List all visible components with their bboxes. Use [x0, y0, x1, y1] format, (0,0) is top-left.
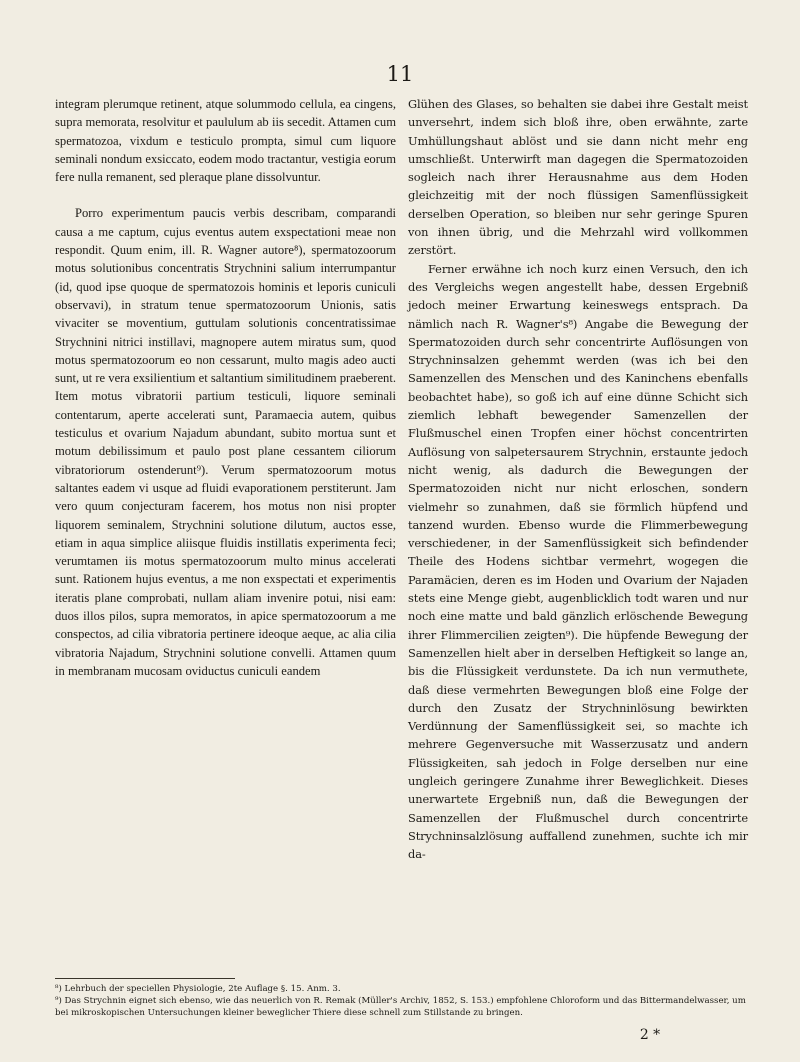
page-number: 11 — [386, 62, 414, 86]
german-column — [408, 95, 748, 863]
latin-column — [55, 95, 396, 680]
footnotes — [55, 983, 748, 1020]
latin-paragraph-1: integram plerumque retinent, atque solummodo cellula, ea cingens, supra memorata, resolvitur et paululum ab iis secedit. Attamen cum spermatozoa, vixdum e testiculo prompta, simul cum liquore seminali nondum exsiccato, eodem modo tractantur, vestigia eorum fere nulla remanent, sed pleraque plane dissolvuntur. — [55, 97, 396, 185]
footnote-9: ⁹) Das Strychnin eignet sich ebenso, wie das neuerlich von R. Remak (Müller's Archiv, 1852, S. 153.) empfohlene Chloroform und das Bittermandelwasser, um bei mikroskopischen Untersuchungen kleiner beweglicher Thiere diese schnell zum Stillstande zu bringen. — [55, 996, 746, 1019]
footnote-divider — [55, 978, 235, 979]
latin-paragraph-2: Porro experimentum paucis verbis describam, comparandi causa a me captum, cujus eventus autem exspectationi meae non respondit. Quum enim, ill. R. Wagner autore⁸), spermatozoorum motus solutionibus concentratis Strychnini salium interrumpantur (id, quod ipse quoque de spermatozois hominis et leporis cuniculi observavi), in stratum tenue spermatozoorum Unionis, satis vivaciter se moventium, guttulam solutionis concentratissimae Strychnini nitrici instillavi, magnopere autem miratus sum, quod motus spermatozoorum eo non cessarunt, multo magis adeo aucti sunt, ut re vera exsilientium et saltantium similitudinem praeberent. Item motus vibratorii partium testiculi, liquore seminali contentarum, aperte accelerati sunt, Paramaecia autem, quibus testiculus et ovarium Najadum abundant, subito mortua sunt et motum debilissimum et paulo post plane cessantem ciliorum vibratoriorum ostenderunt⁹). Verum spermatozoorum motus saltantes eadem vi usque ad fluidi evaporationem perstiterunt. Jam vero quum conjecturam facerem, hos motus non nisi propter liquorem seminalem, Strychnini solutione dilutum, auctos esse, etiam in aqua simplice aliisque fluidis instillatis experimenta feci; verumtamen iis motus spermatozoorum multo minus accelerati sunt. Rationem hujus eventus, a me non exspectati et experimentis iteratis plane comprobati, nullam aliam invenire potui, nisi eam: duos illos pilos, supra memoratos, in apice spermatozoorum a me conspectos, ad cilia vibratoria pertinere ideoque aeque, ac alia cilia vibratoria Najadum, Strychnini solutione convelli. Attamen quum in membranam mucosam oviductus cuniculi eandem — [55, 206, 396, 678]
footnote-8: ⁸) Lehrbuch der speciellen Physiologie, 2te Auflage §. 15. Anm. 3. — [55, 984, 341, 994]
german-paragraph-1: Glühen des Glases, so behalten sie dabei ihre Gestalt meist unversehrt, indem sich bloß ihre, oben erwähnte, zarte Umhüllungshaut ablöst und sie dann nicht mehr eng umschließt. Unterwirft man dagegen die Spermatozoiden sogleich nach ihrer Herausnahme aus dem Hoden gleichzeitig mit der noch flüssigen Samenflüssigkeit derselben Operation, so bleiben nur sehr geringe Spuren von ihnen übrig, und die Mehrzahl wird vollkommen zerstört. — [408, 97, 748, 258]
printer-signature-mark: 2 * — [639, 1027, 661, 1043]
german-paragraph-2: Ferner erwähne ich noch kurz einen Versuch, den ich des Vergleichs wegen angestellt habe, dessen Ergebniß jedoch meiner Erwartung keineswegs entsprach. Da nämlich nach R. Wagner's⁸) Angabe die Bewegung der Spermatozoiden durch sehr concentrirte Auflösungen von Strychninsalzen gehemmt werden (was ich bei den Samenzellen des Menschen und des Kaninchens ebenfalls beobachtet habe), so goß ich auf eine dünne Schicht sich ziemlich lebhaft bewegender Samenzellen der Flußmuschel einen Tropfen einer höchst concentrirten Auflösung von salpetersaurem Strychnin, erstaunte jedoch nicht wenig, als dadurch die Bewegungen der Spermatozoiden nicht nur nicht erloschen, sondern vielmehr so zunahmen, daß sie förmlich hüpfend und tanzend wurden. Ebenso wurde die Flimmerbewegung verschiedener, in der Samenflüssigkeit sich befindender Theile des Hodens sichtbar vermehrt, wogegen die Paramäcien, deren es im Hoden und Ovarium der Najaden stets eine Menge giebt, augenblicklich todt waren und nur noch eine matte und bald gänzlich erlöschende Bewegung ihrer Flimmercilien zeigten⁹). Die hüpfende Bewegung der Samenzellen hielt aber in derselben Heftigkeit so lange an, bis die Flüssigkeit verdunstete. Da ich nun vermuthete, daß diese vermehrten Bewegungen bloß eine Folge der durch den Zusatz der Strychninlösung bewirkten Verdünnung der Samenflüssigkeit sei, so machte ich mehrere Gegenversuche mit Wasserzusatz und andern Flüssigkeiten, sah jedoch in Folge derselben nur eine ungleich geringere Zunahme ihrer Beweglichkeit. Dieses unerwartete Ergebniß nun, daß die Bewegungen der Samenzellen der Flußmuschel durch concentrirte Strychninsalzlösung auffallend zunehmen, suchte ich mir da- — [408, 261, 748, 862]
